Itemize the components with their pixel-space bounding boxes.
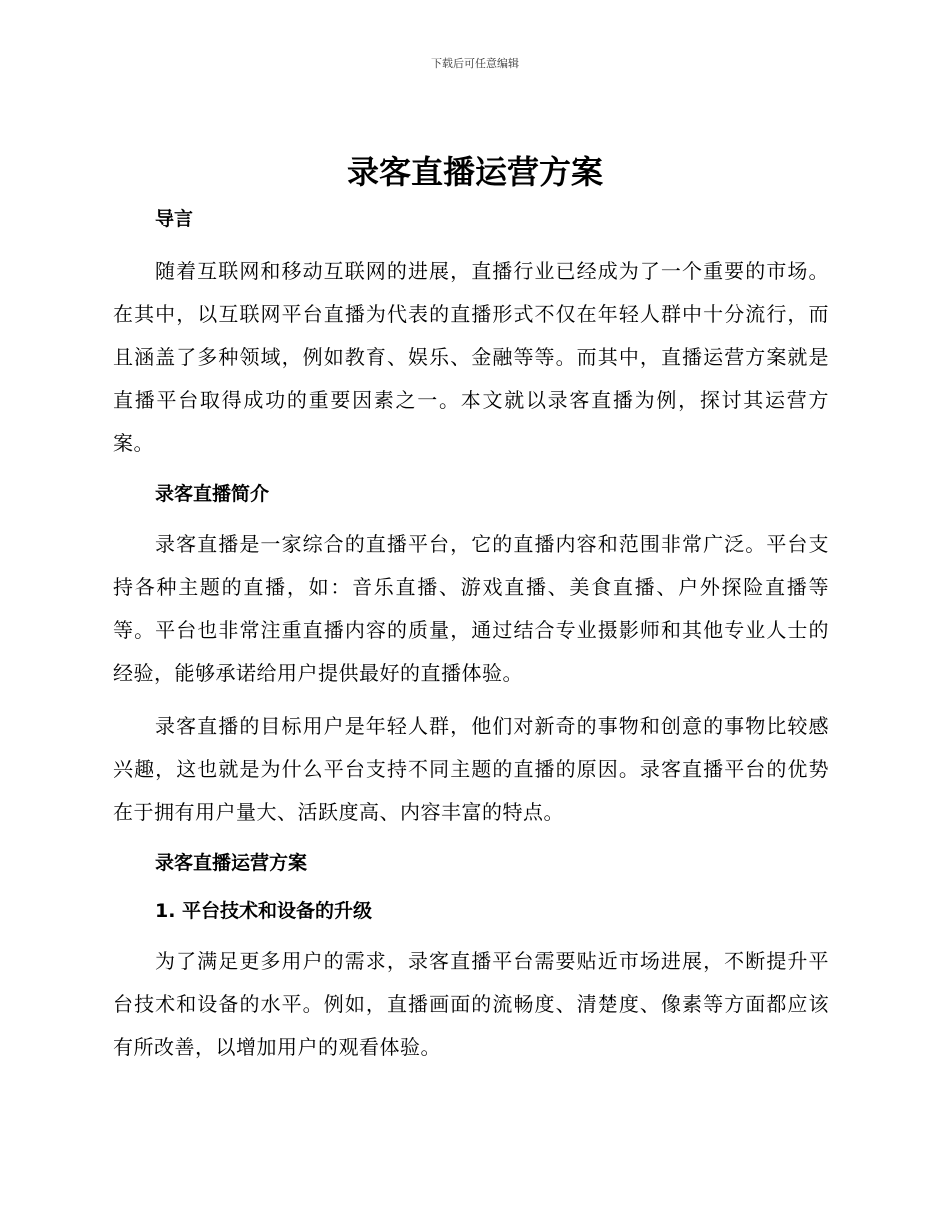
document-title: 录客直播运营方案 <box>346 153 603 191</box>
section-heading-plan: 录客直播运营方案 <box>155 852 308 874</box>
paragraph-tech-upgrade: 为了满足更多用户的需求，录客直播平台需要贴近市场进展，不断提升平台技术和设备的水平。例如，直播画面的流畅度、清楚度、像素等方面都应该有所改善，以增加用户的观看体验。 <box>113 949 829 1059</box>
section-heading-intro: 导言 <box>155 208 194 230</box>
page-header-note: 下载后可任意编辑 <box>431 57 519 70</box>
paragraph-overview-1: 录客直播是一家综合的直播平台，它的直播内容和范围非常广泛。平台支持各种主题的直播，如：音乐直播、游戏直播、美食直播、户外探险直播等等。平台也非常注重直播内容的质量，通过结合专业摄影师和其他专业人士的经验，能够承诺给用户提供最好的直播体验。 <box>113 532 829 685</box>
section-heading-overview: 录客直播简介 <box>155 483 270 505</box>
subsection-heading-tech-upgrade: 1. 平台技术和设备的升级 <box>155 900 373 922</box>
document-body <box>113 200 829 1079</box>
paragraph-overview-2: 录客直播的目标用户是年轻人群，他们对新奇的事物和创意的事物比较感兴趣，这也就是为什么平台支持不同主题的直播的原因。录客直播平台的优势在于拥有用户量大、活跃度高、内容丰富的特点。 <box>113 714 829 824</box>
paragraph-intro: 随着互联网和移动互联网的进展，直播行业已经成为了一个重要的市场。在其中，以互联网平台直播为代表的直播形式不仅在年轻人群中十分流行，而且涵盖了多种领域，例如教育、娱乐、金融等等。而其中，直播运营方案就是直播平台取得成功的重要因素之一。本文就以录客直播为例，探讨其运营方案。 <box>113 259 829 455</box>
